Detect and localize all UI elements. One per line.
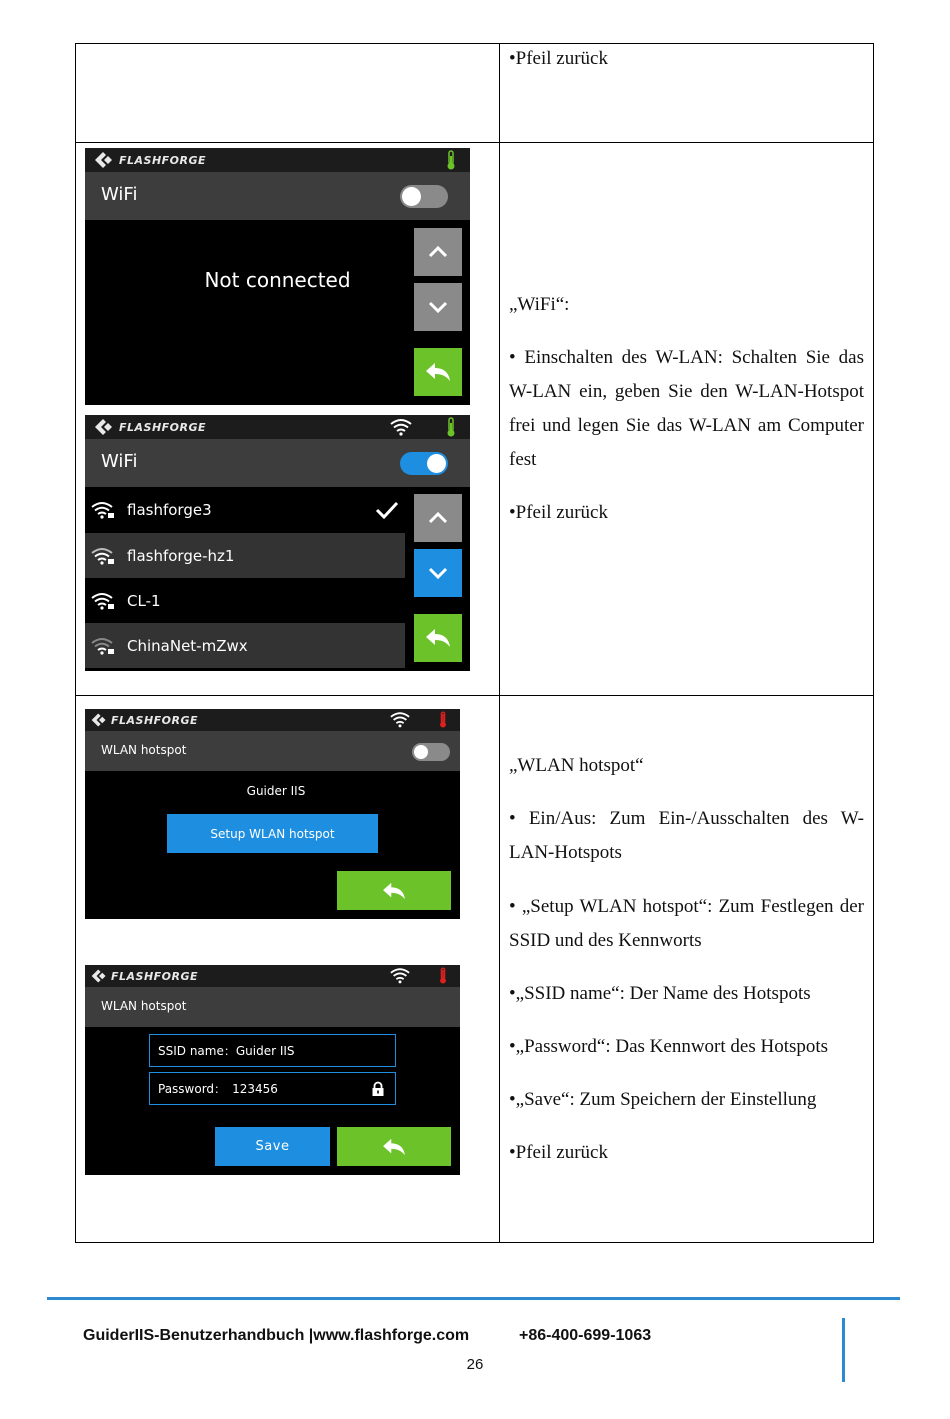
- title-bar: [85, 987, 460, 1027]
- row1-back-arrow-text: •Pfeil zurück: [509, 48, 608, 69]
- chevron-up-icon: [428, 512, 448, 524]
- scroll-down-button[interactable]: [414, 549, 462, 597]
- chevron-down-icon: [428, 567, 448, 579]
- network-item[interactable]: [85, 487, 405, 532]
- save-button[interactable]: Save: [215, 1127, 330, 1166]
- network-name: flashforge-hz1: [127, 546, 235, 565]
- brand-label: FLASHFORGE: [111, 969, 199, 983]
- wifi-signal-lock-icon: [91, 547, 115, 565]
- wifi-status-icon: [390, 967, 410, 984]
- toggle-knob: [414, 745, 428, 759]
- password-label: Password：: [158, 1082, 227, 1096]
- back-arrow-icon: [381, 881, 407, 901]
- wifi-title: WiFi: [101, 184, 138, 205]
- hotspot-toggle-description: • Ein/Aus: Zum Ein-/Ausschalten des W-LAN-Hotspots: [509, 808, 864, 863]
- footer-manual-title: GuiderIIS-Benutzerhandbuch |www.flashforge.com: [83, 1327, 470, 1344]
- wifi-screen-network-list: [85, 415, 470, 671]
- ssid-name-field[interactable]: [149, 1034, 396, 1067]
- wifi-screen-disconnected: [85, 148, 470, 405]
- flashforge-logo: [93, 415, 206, 439]
- connection-status: [85, 268, 470, 292]
- brand-bar: [85, 415, 470, 439]
- save-description: •„Save“: Zum Speichern der Einstellung: [509, 1089, 817, 1110]
- brand-label: FLASHFORGE: [111, 713, 199, 727]
- wifi-heading: „WiFi“:: [509, 294, 570, 315]
- row-divider: [76, 142, 873, 143]
- column-divider: [499, 44, 500, 1242]
- back-button[interactable]: [414, 348, 462, 396]
- flashforge-logo-icon: [90, 712, 108, 728]
- back-arrow-icon: [424, 627, 452, 649]
- wifi-status-icon: [390, 418, 412, 436]
- title-bar: [85, 439, 470, 487]
- hotspot-title: WLAN hotspot: [101, 999, 187, 1013]
- thermometer-icon: [438, 711, 448, 729]
- flashforge-logo: [90, 965, 198, 987]
- wifi-signal-lock-icon: [91, 637, 115, 655]
- hotspot-back-arrow-text: •Pfeil zurück: [509, 1142, 608, 1163]
- back-arrow-icon: [381, 1137, 407, 1157]
- password-description: •„Password“: Das Kennwort des Hotspots: [509, 1036, 829, 1057]
- wifi-status-icon: [390, 711, 410, 728]
- flashforge-logo: [93, 148, 206, 172]
- network-item[interactable]: [85, 578, 405, 623]
- flashforge-logo: [90, 709, 198, 731]
- flashforge-logo-icon: [90, 968, 108, 984]
- status-text: Not connected: [204, 268, 351, 292]
- hotspot-setup-screen: [85, 965, 460, 1175]
- chevron-down-icon: [428, 301, 448, 313]
- brand-bar: [85, 709, 460, 731]
- hotspot-toggle[interactable]: [412, 743, 450, 761]
- password-field[interactable]: [149, 1072, 396, 1105]
- checkmark-icon: [375, 501, 399, 519]
- page-number: 26: [466, 1356, 484, 1373]
- hotspot-screen: [85, 709, 460, 919]
- password-value: 123456: [232, 1081, 278, 1096]
- hotspot-heading: „WLAN hotspot“: [509, 755, 644, 776]
- thermometer-icon: [438, 967, 448, 985]
- brand-label: FLASHFORGE: [119, 420, 207, 434]
- hotspot-setup-description: • „Setup WLAN hotspot“: Zum Festlegen der SSID und des Kennworts: [509, 896, 864, 951]
- toggle-knob: [402, 187, 421, 206]
- chevron-up-icon: [428, 246, 448, 258]
- scroll-down-button[interactable]: [414, 283, 462, 331]
- flashforge-logo-icon: [93, 151, 115, 169]
- thermometer-icon: [445, 150, 457, 171]
- wifi-signal-lock-icon: [91, 592, 115, 610]
- toggle-knob: [427, 454, 446, 473]
- back-button[interactable]: [414, 614, 462, 662]
- row-divider: [76, 695, 873, 696]
- brand-bar: [85, 148, 470, 172]
- network-item[interactable]: [85, 533, 405, 578]
- footer-phone: +86-400-699-1063: [519, 1327, 652, 1344]
- network-name: ChinaNet-mZwx: [127, 636, 248, 655]
- network-name: CL-1: [127, 591, 161, 610]
- hotspot-title: WLAN hotspot: [101, 743, 187, 757]
- thermometer-icon: [445, 417, 457, 438]
- brand-bar: [85, 965, 460, 987]
- network-item[interactable]: [85, 623, 405, 668]
- network-name: flashforge3: [127, 500, 212, 519]
- wifi-title: WiFi: [101, 451, 138, 472]
- wifi-toggle[interactable]: [400, 452, 448, 475]
- scroll-up-button[interactable]: [414, 228, 462, 276]
- hotspot-ssid: Guider IIS: [246, 784, 306, 798]
- back-button[interactable]: [337, 871, 451, 910]
- wifi-signal-lock-icon: [91, 501, 115, 519]
- title-bar: [85, 731, 460, 771]
- wifi-back-arrow-text: •Pfeil zurück: [509, 502, 608, 523]
- lock-icon: [371, 1081, 385, 1097]
- scroll-up-button[interactable]: [414, 494, 462, 542]
- flashforge-logo-icon: [93, 418, 115, 436]
- footer-divider: [47, 1297, 900, 1300]
- setup-hotspot-button[interactable]: Setup WLAN hotspot: [167, 814, 378, 853]
- ssid-field-text: SSID name：Guider IIS: [158, 1044, 295, 1058]
- title-bar: [85, 172, 470, 220]
- back-arrow-icon: [424, 361, 452, 383]
- wifi-toggle[interactable]: [400, 185, 448, 208]
- ssid-name-description: •„SSID name“: Der Name des Hotspots: [509, 983, 811, 1004]
- wifi-enable-description: • Einschalten des W-LAN: Schalten Sie das W-LAN ein, geben Sie den W-LAN-Hotspot frei und legen Sie das W-LAN am Computer fest: [509, 347, 864, 470]
- brand-label: FLASHFORGE: [119, 153, 207, 167]
- back-button[interactable]: [337, 1127, 451, 1166]
